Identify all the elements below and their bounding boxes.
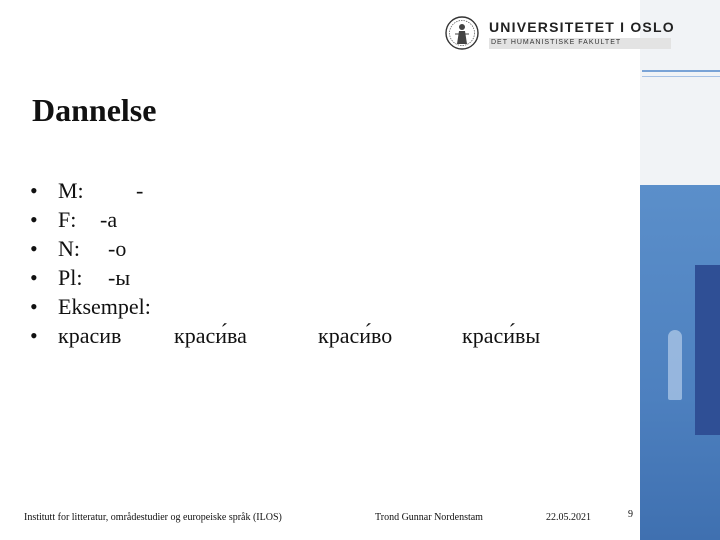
bullet-dot: •: [30, 207, 38, 232]
statue-silhouette: [668, 330, 682, 400]
bullet-ending: -а: [100, 207, 118, 232]
bullet-dot: •: [30, 178, 38, 203]
example-form-plural: краси́вы: [462, 323, 541, 348]
bullet-ending: -ы: [108, 265, 131, 290]
footer-date: 22.05.2021: [546, 512, 591, 523]
example-base-word: красив: [58, 323, 122, 348]
bullet-dot: •: [30, 323, 38, 348]
decorative-line-thin: [642, 76, 720, 77]
bullet-dot: •: [30, 294, 38, 319]
footer-page-number: 9: [628, 509, 633, 520]
bullet-ending: -о: [108, 236, 127, 261]
slide-title: Dannelse: [32, 92, 157, 128]
footer-institute: Institutt for litteratur, områdestudier og europeiske språk (ILOS): [24, 512, 282, 523]
bullet-dot: •: [30, 236, 38, 261]
example-form-neuter: краси́во: [318, 323, 393, 348]
dark-blue-bar: [695, 265, 720, 435]
bullet-label: N:: [58, 236, 80, 261]
example-form-feminine: краси́ва: [174, 323, 247, 348]
bullet-label: M:: [58, 178, 84, 203]
university-seal-icon: [445, 16, 479, 50]
bullet-ending: -: [136, 178, 144, 203]
university-name: UNIVERSITETET I OSLO: [489, 19, 675, 35]
bullet-label: Pl:: [58, 265, 83, 290]
bullet-label: F:: [58, 207, 77, 232]
bullet-label: Eksempel:: [58, 294, 151, 319]
bullet-dot: •: [30, 265, 38, 290]
faculty-name: DET HUMANISTISKE FAKULTET: [491, 39, 622, 46]
decorative-image-strip: [640, 0, 720, 540]
footer-author: Trond Gunnar Nordenstam: [375, 512, 483, 523]
decorative-line: [642, 70, 720, 72]
